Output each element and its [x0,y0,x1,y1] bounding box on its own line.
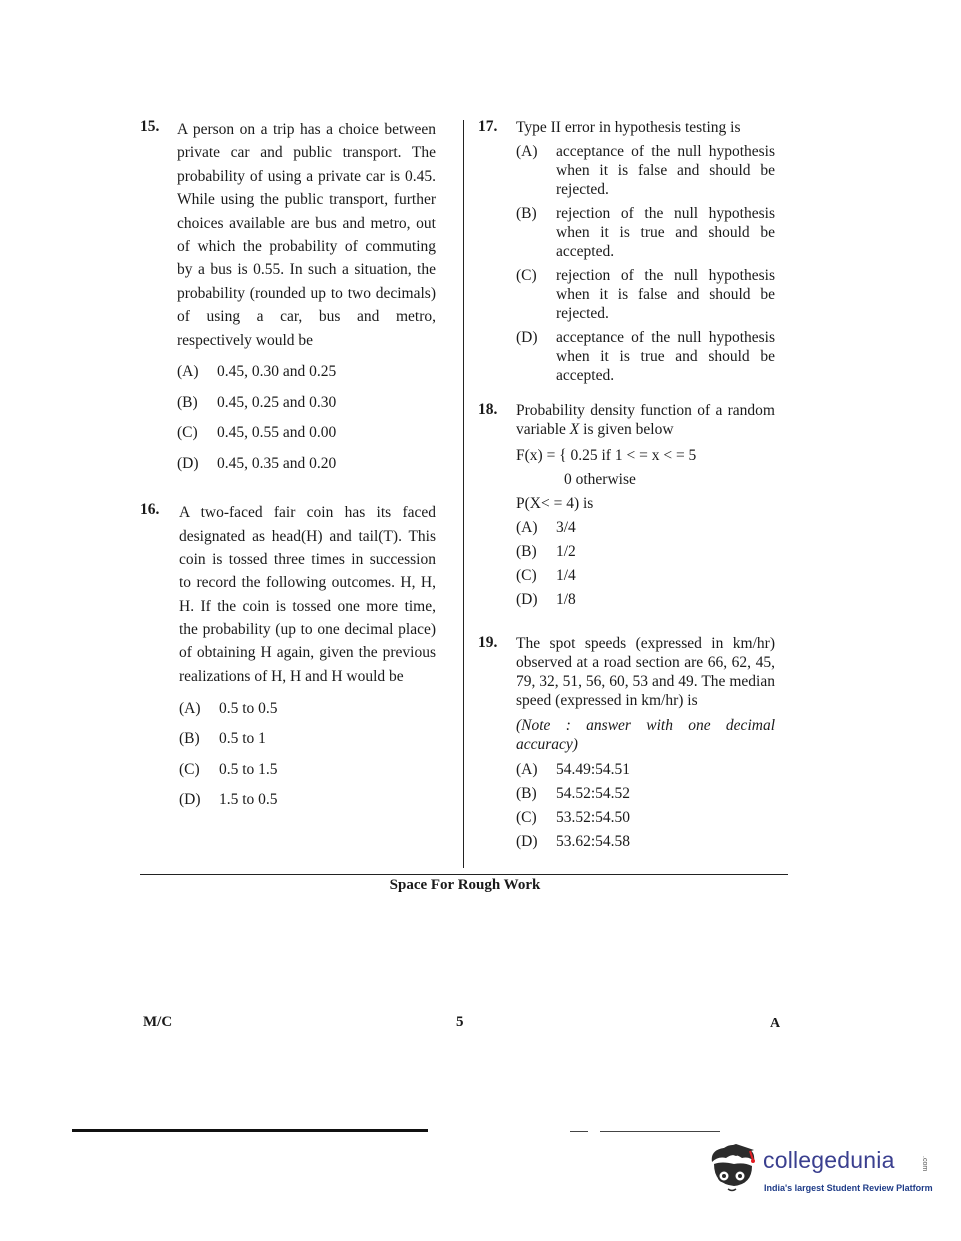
option: (D) 53.62:54.58 [516,833,631,850]
option: (A) 3/4 [516,519,576,536]
option: (B) 1/2 [516,543,576,560]
column-divider [463,120,464,868]
question-text: A two-faced fair coin has its faced designated as head(H) and tail(T). This coin is tossed three times in succession to record the following outcomes. H, H, H. If the coin is tossed one more time, the probability (up to one decimal place) of obtaining H again, given the previous realizations of H, H and H would be [179,504,436,685]
question-text: Type II error in hypothesis testing is [516,119,741,136]
options-list [177,357,436,479]
option: (D) 1/8 [516,591,576,608]
variable-x: X [569,421,580,438]
logo-suffix: .com [921,1156,928,1172]
option: (B) 54.52:54.52 [516,785,631,802]
question-number: 18. [478,401,498,418]
student-mascot-icon [706,1142,762,1194]
scan-artifact-line [600,1131,720,1132]
formula-line: 0 otherwise [564,471,636,488]
question-16 [140,501,436,815]
left-column [140,118,436,816]
option: (A) 0.45, 0.30 and 0.25 [177,363,337,381]
booklet-set: A [770,1016,781,1031]
option: (A) acceptance of the null hypothesis when it is false and should be rejected. [516,143,775,198]
collegedunia-logo [706,1142,936,1202]
rough-work-label: Space For Rough Work [389,877,541,893]
option: (B) 0.5 to 1 [179,730,266,748]
pdf-formula [516,444,775,516]
scan-artifact-line [72,1129,428,1132]
logo-tagline: India's largest Student Review Platform [764,1183,933,1193]
option: (A) 54.49:54.51 [516,761,631,778]
question-18 [478,401,775,612]
question-text: A person on a trip has a choice between private car and public transport. The probability of using a private car is 0.45. While using the public transport, further choices available are bus and metro, out of which the probability of commuting by a bus is 0.55. In such a situation, the probability (rounded up to two decimals) of using a car, bus and metro, respectively would be [177,121,436,349]
question-19 [478,634,775,854]
question-text: The spot speeds (expressed in km/hr) observed at a road section are 66, 62, 45, 79, 32, 51, 56, 60, 53 and 49. The median speed (expressed in km/hr) is [516,635,775,709]
options-list [179,694,436,816]
question-text: Probability density function of a random variable X is given below [516,402,775,438]
option: (C) 1/4 [516,567,576,584]
options-list [516,516,775,612]
option: (A) 0.5 to 0.5 [179,699,278,717]
option: (D) acceptance of the null hypothesis when it is true and should be accepted. [516,329,775,384]
right-column [478,118,775,854]
paper-code: M/C [143,1014,173,1030]
option: (C) rejection of the null hypothesis when it is false and should be rejected. [516,267,775,322]
page-number: 5 [456,1014,464,1030]
question-number: 15. [140,118,160,135]
option: (D) 1.5 to 0.5 [179,791,278,809]
logo-wordmark: collegedunia [763,1147,895,1173]
question-number: 19. [478,634,498,651]
options-list [516,142,775,385]
option: (C) 0.5 to 1.5 [179,760,278,778]
question-17 [478,118,775,385]
formula-line: F(x) = { 0.25 if 1 < = x < = 5 [516,447,697,464]
option: (C) 53.52:54.50 [516,809,631,826]
option: (D) 0.45, 0.35 and 0.20 [177,454,337,472]
scan-artifact-line [570,1131,588,1132]
question-number: 16. [140,501,160,519]
options-list [516,758,775,854]
option: (B) 0.45, 0.25 and 0.30 [177,393,337,411]
question-note: (Note : answer with one decimal accuracy) [516,717,775,753]
option: (B) rejection of the null hypothesis when it is true and should be accepted. [516,205,775,260]
rough-work-divider [140,874,788,875]
question-number: 17. [478,118,498,135]
formula-line: P(X< = 4) is [516,495,594,512]
option: (C) 0.45, 0.55 and 0.00 [177,424,337,442]
question-15 [140,118,436,479]
